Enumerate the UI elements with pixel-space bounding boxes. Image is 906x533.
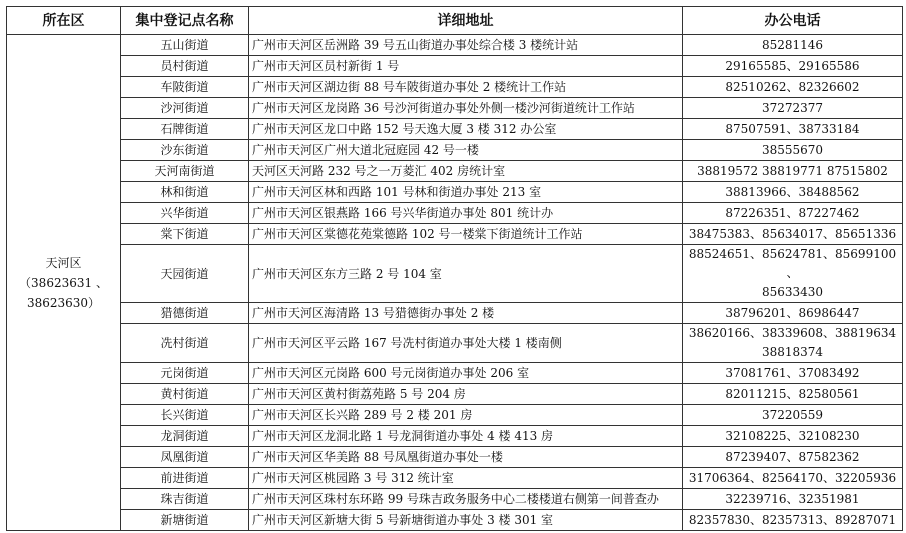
table-row <box>7 119 903 140</box>
street-address: 广州市天河区林和西路 101 号林和街道办事处 213 室 <box>249 182 683 203</box>
table-row <box>7 405 903 426</box>
street-address: 广州市天河区岳洲路 39 号五山街道办事处综合楼 3 楼统计站 <box>249 35 683 56</box>
table-row <box>7 426 903 447</box>
table-row <box>7 468 903 489</box>
street-phone: 37272377 <box>683 98 903 119</box>
street-phone: 85281146 <box>683 35 903 56</box>
table-row <box>7 182 903 203</box>
table-row <box>7 56 903 77</box>
street-name: 沙东街道 <box>121 140 249 161</box>
street-name: 黄村街道 <box>121 384 249 405</box>
street-address: 广州市天河区珠村东环路 99 号珠吉政务服务中心二楼楼道右侧第一间普查办 <box>249 489 683 510</box>
district-name: 天河区 <box>45 255 82 270</box>
street-phone: 38475383、85634017、85651336 <box>683 224 903 245</box>
table-row <box>7 303 903 324</box>
phone-line: 85633430 <box>761 285 824 299</box>
table-row <box>7 510 903 531</box>
header-row <box>7 7 903 35</box>
table-row <box>7 140 903 161</box>
street-address: 广州市天河区龙口中路 152 号天逸大厦 3 楼 312 办公室 <box>249 119 683 140</box>
street-address: 广州市天河区龙岗路 36 号沙河街道办事处外侧一楼沙河街道统计工作站 <box>249 98 683 119</box>
table-row <box>7 161 903 182</box>
street-address: 广州市天河区棠德花苑棠德路 102 号一楼棠下街道统计工作站 <box>249 224 683 245</box>
street-name: 车陂街道 <box>121 77 249 98</box>
street-phone: 38796201、86986447 <box>683 303 903 324</box>
table-row <box>7 98 903 119</box>
street-phone: 87507591、38733184 <box>683 119 903 140</box>
street-address: 广州市天河区龙洞北路 1 号龙洞街道办事处 4 楼 413 房 <box>249 426 683 447</box>
header-address: 详细地址 <box>249 7 683 35</box>
street-name: 珠吉街道 <box>121 489 249 510</box>
district-phone-line2: 38623630） <box>26 295 101 310</box>
street-name: 元岗街道 <box>121 363 249 384</box>
table-row <box>7 35 903 56</box>
district-phone-line1: （38623631 、 <box>19 275 108 290</box>
street-address: 广州市天河区黄村街荔苑路 5 号 204 房 <box>249 384 683 405</box>
table-row <box>7 489 903 510</box>
street-name: 兴华街道 <box>121 203 249 224</box>
street-name: 五山街道 <box>121 35 249 56</box>
street-phone: 38813966、38488562 <box>683 182 903 203</box>
district-cell <box>7 35 121 531</box>
street-name: 棠下街道 <box>121 224 249 245</box>
street-address: 天河区天河路 232 号之一万菱汇 402 房统计室 <box>249 161 683 182</box>
street-name: 凤凰街道 <box>121 447 249 468</box>
street-phone: 38555670 <box>683 140 903 161</box>
street-name: 石牌街道 <box>121 119 249 140</box>
street-name: 林和街道 <box>121 182 249 203</box>
street-phone <box>683 245 903 303</box>
table-row <box>7 324 903 363</box>
table-row <box>7 224 903 245</box>
table-row <box>7 363 903 384</box>
street-name: 前进街道 <box>121 468 249 489</box>
street-address: 广州市天河区广州大道北冠庭园 42 号一楼 <box>249 140 683 161</box>
street-phone: 29165585、29165586 <box>683 56 903 77</box>
header-point-name: 集中登记点名称 <box>121 7 249 35</box>
table-row <box>7 384 903 405</box>
street-address: 广州市天河区长兴路 289 号 2 楼 201 房 <box>249 405 683 426</box>
street-phone: 32239716、32351981 <box>683 489 903 510</box>
street-address: 广州市天河区东方三路 2 号 104 室 <box>249 245 683 303</box>
street-name: 沙河街道 <box>121 98 249 119</box>
street-phone: 31706364、82564170、32205936 <box>683 468 903 489</box>
street-phone <box>683 324 903 363</box>
street-name: 猎德街道 <box>121 303 249 324</box>
street-address: 广州市天河区华美路 88 号凤凰街道办事处一楼 <box>249 447 683 468</box>
table-row <box>7 77 903 98</box>
table-row <box>7 245 903 303</box>
street-name: 冼村街道 <box>121 324 249 363</box>
street-phone: 37220559 <box>683 405 903 426</box>
street-phone: 82011215、82580561 <box>683 384 903 405</box>
street-address: 广州市天河区新塘大街 5 号新塘街道办事处 3 楼 301 室 <box>249 510 683 531</box>
phone-line: 38818374 <box>761 345 824 359</box>
street-address: 广州市天河区元岗路 600 号元岗街道办事处 206 室 <box>249 363 683 384</box>
street-address: 广州市天河区湖边街 88 号车陂街道办事处 2 楼统计工作站 <box>249 77 683 98</box>
phone-line: 38620166、38339608、38819634 <box>688 326 897 340</box>
street-phone: 87226351、87227462 <box>683 203 903 224</box>
street-address: 广州市天河区平云路 167 号冼村街道办事处大楼 1 楼南侧 <box>249 324 683 363</box>
street-name: 天园街道 <box>121 245 249 303</box>
street-name: 长兴街道 <box>121 405 249 426</box>
header-district: 所在区 <box>7 7 121 35</box>
table-row <box>7 203 903 224</box>
street-phone: 82357830、82357313、89287071 <box>683 510 903 531</box>
phone-line: 88524651、85624781、85699100 、 <box>688 247 897 280</box>
street-name: 龙洞街道 <box>121 426 249 447</box>
street-phone: 87239407、87582362 <box>683 447 903 468</box>
street-phone: 82510262、82326602 <box>683 77 903 98</box>
street-address: 广州市天河区桃园路 3 号 312 统计室 <box>249 468 683 489</box>
registration-points-table <box>6 6 903 531</box>
header-phone: 办公电话 <box>683 7 903 35</box>
street-phone: 38819572 38819771 87515802 <box>683 161 903 182</box>
street-phone: 37081761、37083492 <box>683 363 903 384</box>
street-name: 员村街道 <box>121 56 249 77</box>
street-address: 广州市天河区员村新街 1 号 <box>249 56 683 77</box>
street-address: 广州市天河区银燕路 166 号兴华街道办事处 801 统计办 <box>249 203 683 224</box>
street-name: 天河南街道 <box>121 161 249 182</box>
street-address: 广州市天河区海清路 13 号猎德街办事处 2 楼 <box>249 303 683 324</box>
street-name: 新塘街道 <box>121 510 249 531</box>
table-row <box>7 447 903 468</box>
street-phone: 32108225、32108230 <box>683 426 903 447</box>
